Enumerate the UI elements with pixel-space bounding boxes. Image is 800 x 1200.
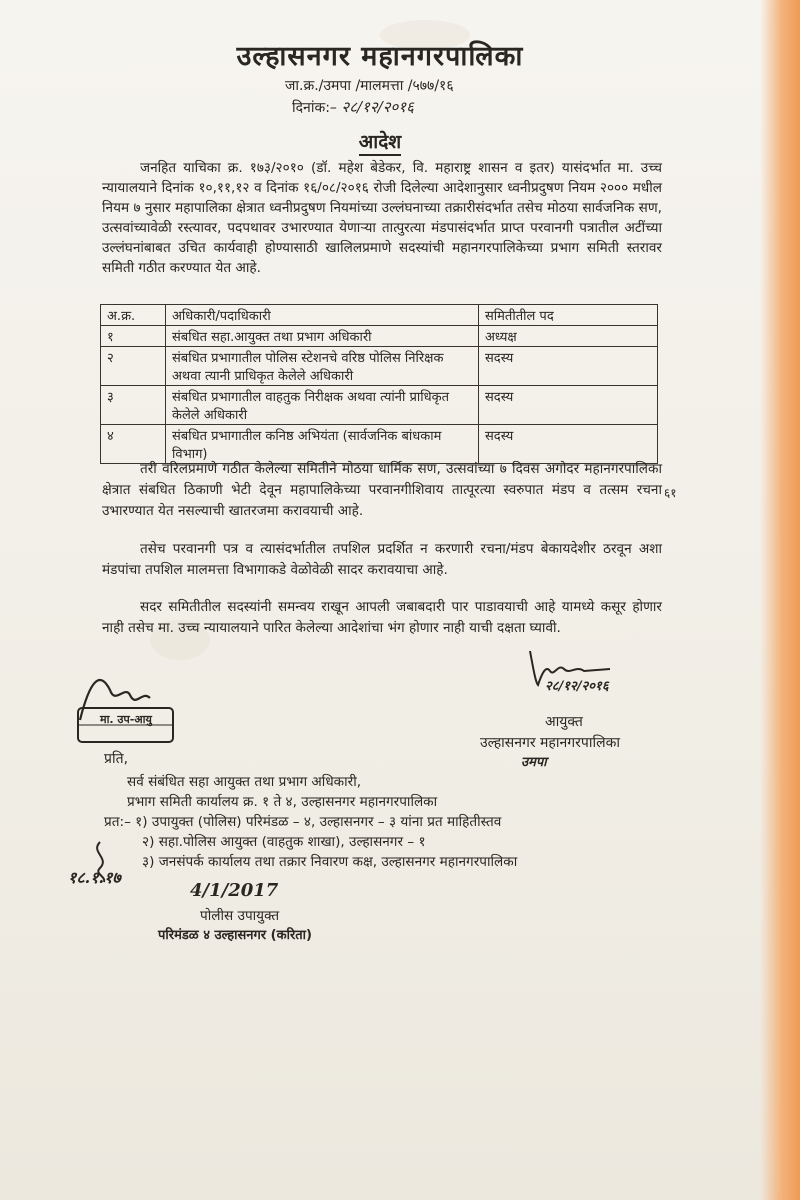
intro-text: जनहित याचिका क्र. १७३/२०१० (डॉ. महेश बेडेकर, वि. महाराष्ट्र शासन व इतर) यासंदर्भात मा. उच्च न्यायालयाने दिनांक १०,११,१२ व दिनांक १६/०८/२०१६ रोजी दिलेल्या आदेशानुसार ध्वनीप्रदुषण नियम २००० मधील नियम ७ नुसार महापालिका क्षेत्रात ध्वनीप्रदुषण नियमांच्या उल्लंघनाच्या तक्रारीसंदर्भात तसेच मोठया सार्वजनिक सण, उत्सवांच्यावेळी रस्त्यावर, पदपथावर उभारण्यात येणाऱ्या तात्पुरत्या मंडपासंदर्भात प्राप्त परवानगी पत्रातील अटींच्या उल्लंघनांबाबत उचित कार्यवाही होण्यासाठी खालिलप्रमाणे सदस्यांची महानगरपालिकेच्या प्रभाग समिती स्तरावर समिती गठीत करण्यात येत आहे.: [102, 160, 662, 276]
instruction-paragraph-3: [102, 597, 662, 639]
table-row: [101, 347, 658, 386]
paragraph-text: तसेच परवानगी पत्र व त्यासंदर्भातील तपशिल प्रदर्शित न करणारी रचना/मंडप बेकायदेशीर ठरवून अशा मंडपांचा तपशिल मालमत्ता विभागाकडे वेळोवेळी सादर करावयाचा आहे.: [102, 541, 662, 578]
paragraph-text: तरी वरिलप्रमाणे गठीत केलेल्या समितीने मोठया धार्मिक सण, उत्सवांच्या ७ दिवस अगोदर महानगरपालिका क्षेत्रात संबधित ठिकाणी भेटी देवून महापालिकेच्या परवानगीशिवाय तात्पूरत्या स्वरुपात मंडप व तत्सम रचना उभारण्यात येत नसल्याची खातरजमा करावयाची आहे.: [102, 461, 662, 519]
org-title: उल्हासनगर महानगरपालिका: [236, 41, 524, 72]
police-title: पोलीस उपायुक्त: [200, 908, 280, 924]
cell-position: सदस्य: [479, 347, 658, 386]
reference-number: जा.क्र./उमपा /मालमत्ता /५७७/१६: [285, 78, 454, 94]
cc-line: प्रभाग समिती कार्यालय क्र. १ ते ४, उल्हासनगर महानगरपालिका: [127, 794, 438, 810]
paragraph-text: सदर समितीतील सदस्यांनी समन्वय राखून आपली जबाबदारी पार पाडावयाची आहे यामध्ये कसूर होणार नाही तसेच मा. उच्च न्यायालयाने पारित केलेल्या आदेशांचा भंग होणार नाही याची दक्षता घ्यावी.: [102, 599, 662, 636]
cell-position: अध्यक्ष: [479, 326, 658, 347]
cell-position: सदस्य: [479, 425, 658, 464]
cell-serial: १: [101, 326, 166, 347]
commissioner-sign-date: २८/१२/२०१६: [545, 679, 609, 694]
table-row: [101, 326, 658, 347]
committee-table: [100, 304, 658, 464]
margin-mark: ६१: [664, 486, 677, 500]
cell-officer: संबधित सहा.आयुक्त तथा प्रभाग अधिकारी: [166, 326, 479, 347]
cc-line: २) सहा.पोलिस आयुक्त (वाहतुक शाखा), उल्हासनगर – १: [142, 834, 426, 850]
cc-line: सर्व संबंधित सहा आयुक्त तथा प्रभाग अधिकारी,: [127, 774, 362, 790]
order-date: [292, 97, 414, 117]
cell-serial: ४: [101, 425, 166, 464]
cell-position: सदस्य: [479, 386, 658, 425]
order-heading-text: आदेश: [359, 131, 401, 156]
cell-serial: २: [101, 347, 166, 386]
commissioner-title: आयुक्त: [545, 714, 583, 730]
commissioner-initials: उमपा: [521, 755, 547, 770]
police-sign-date: १८.१.१७: [68, 868, 121, 887]
cell-officer: संबधित प्रभागातील पोलिस स्टेशनचे वरिष्ठ पोलिस निरिक्षक अथवा त्यानी प्राधिकृत केलेले अधिकारी: [166, 347, 479, 386]
table-row: [101, 386, 658, 425]
police-office: परिमंडळ ४ उल्हासनगर (करिता): [158, 928, 312, 943]
date-value: २८/१२/२०१६: [341, 98, 414, 116]
stamp-text: मा. उप-आयु: [100, 713, 152, 726]
cell-serial: ३: [101, 386, 166, 425]
recipient-label: प्रति,: [104, 751, 129, 767]
cell-officer: संबधित प्रभागातील कनिष्ठ अभियंता (सार्वजनिक बांधकाम विभाग): [166, 425, 479, 464]
table-row: [101, 425, 658, 464]
intro-paragraph: [102, 158, 662, 278]
instruction-paragraph-2: [102, 539, 662, 581]
commissioner-org: उल्हासनगर महानगरपालिका: [480, 735, 620, 751]
table-header-row: [101, 305, 658, 326]
col-serial-header: अ.क्र.: [101, 305, 166, 326]
order-heading: [0, 128, 760, 154]
paper-edge-tint: [760, 0, 800, 1200]
official-stamp: [70, 660, 180, 755]
cell-officer: संबधित प्रभागातील वाहतुक निरीक्षक अथवा त्यांनी प्राधिकृत केलेले अधिकारी: [166, 386, 479, 425]
col-position-header: समितीतील पद: [479, 305, 658, 326]
cc-line: प्रत:– १) उपायुक्त (पोलिस) परिमंडळ – ४, उल्हासनगर – ३ यांना प्रत माहितीस्तव: [104, 814, 502, 830]
instruction-paragraph-1: [102, 459, 662, 522]
police-date-handwritten: 4/1/2017: [190, 880, 279, 901]
cc-line: ३) जनसंपर्क कार्यालय तथा तक्रार निवारण कक्ष, उल्हासनगर महानगरपालिका: [142, 854, 518, 870]
col-officer-header: अधिकारी/पदाधिकारी: [166, 305, 479, 326]
date-label: दिनांक:–: [292, 100, 337, 116]
